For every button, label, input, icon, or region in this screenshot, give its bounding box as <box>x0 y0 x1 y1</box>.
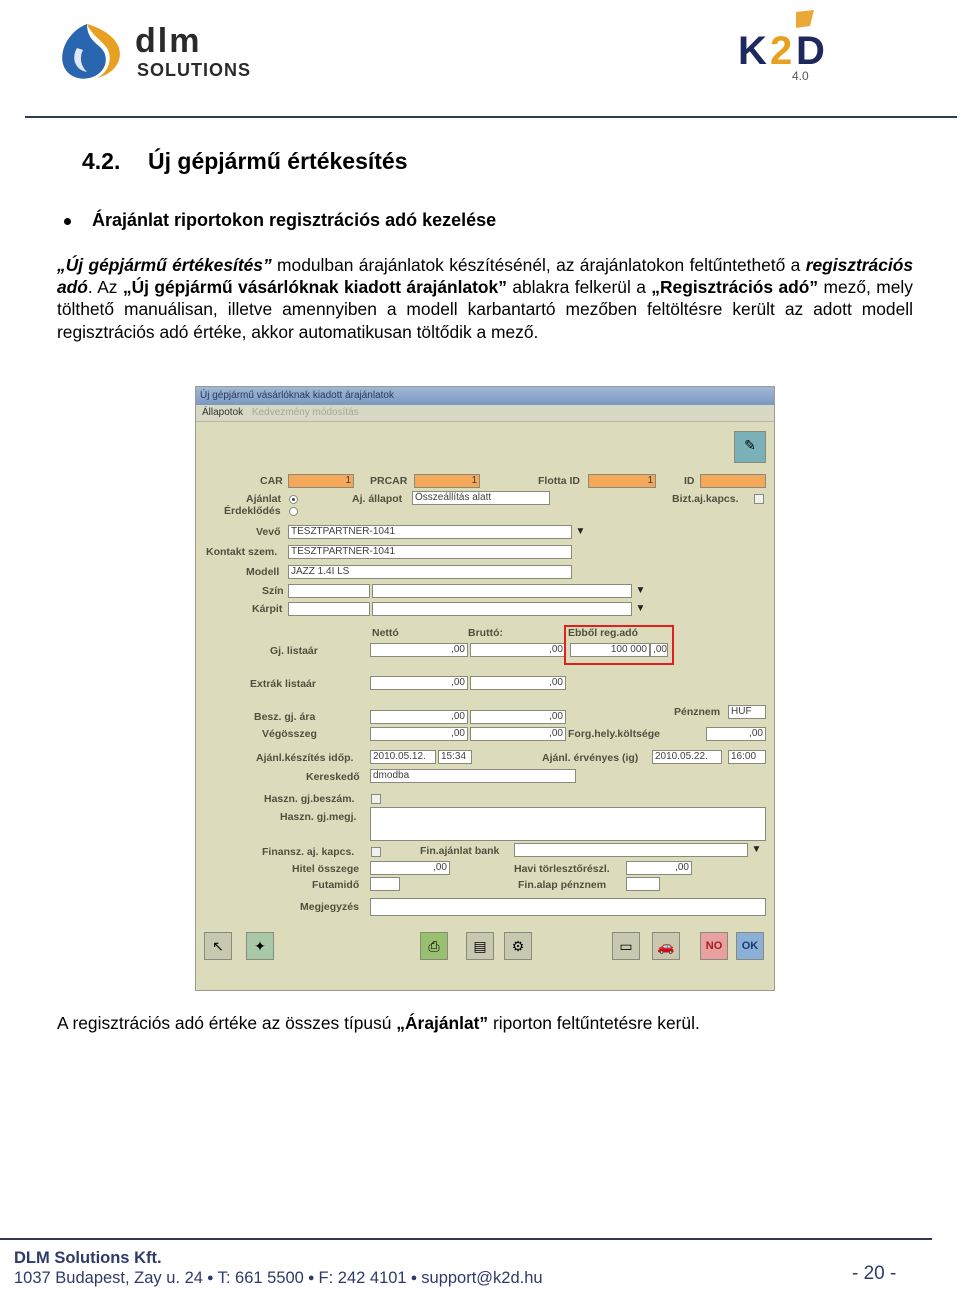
header-divider <box>25 116 957 118</box>
szin-code-field[interactable] <box>288 584 370 598</box>
label-modell: Modell <box>246 566 280 578</box>
label-netto: Nettó <box>372 627 399 639</box>
haszn-gj-megj-field[interactable] <box>370 807 766 841</box>
svg-text:D: D <box>796 29 825 73</box>
label-kontakt: Kontakt szem. <box>206 546 278 558</box>
penznem-field[interactable]: HUF <box>728 705 766 719</box>
footer-contact: 1037 Budapest, Zay u. 24 ● T: 661 5500 ● F: 242 4101 ● support@k2d.hu <box>14 1269 543 1287</box>
fin-alap-penznem-field[interactable] <box>626 877 660 891</box>
menu-allapotok[interactable]: Állapotok <box>202 407 244 418</box>
edit-icon[interactable]: ✎ <box>734 431 766 463</box>
section-number: 4.2. <box>82 148 121 174</box>
label-ajanlat: Ajánlat <box>246 493 282 505</box>
label-extrak-listaar: Extrák listaár <box>250 678 316 690</box>
label-ebbol-reg-ado: Ebből reg.adó <box>568 627 639 639</box>
modell-field[interactable]: JAZZ 1.4I LS <box>288 565 572 579</box>
ervenyes-date-field[interactable]: 2010.05.22. <box>652 750 722 764</box>
window-titlebar: Új gépjármű vásárlóknak kiadott árajánlatok <box>196 387 774 405</box>
dlm-solutions-logo <box>57 18 297 84</box>
bullet-dot <box>64 218 71 225</box>
svg-text:dlm: dlm <box>135 22 202 60</box>
footer-company: DLM Solutions Kft. <box>14 1249 162 1267</box>
keresked-field[interactable]: dmodba <box>370 769 576 783</box>
label-erdeklodes: Érdeklődés <box>224 505 281 517</box>
printer-icon[interactable]: ⎙ <box>420 932 448 960</box>
erdeklodes-radio[interactable] <box>289 507 298 516</box>
gj-netto-field[interactable]: ,00 <box>370 643 468 657</box>
label-havi-torleszto: Havi törlesztőrészl. <box>514 863 610 875</box>
para-module-name: „Új gépjármű értékesítés” <box>57 255 272 275</box>
para-text-3: ablakra felkerül a <box>506 277 652 298</box>
flotta-id-field[interactable]: 1 <box>588 474 656 488</box>
app-screenshot <box>195 386 775 991</box>
kontakt-field[interactable]: TESZTPARTNER-1041 <box>288 545 572 559</box>
label-penznem: Pénznem <box>674 706 721 718</box>
body-paragraph <box>57 254 913 343</box>
section-heading <box>82 148 408 175</box>
label-haszn-gj-beszam: Haszn. gj.beszám. <box>264 793 355 805</box>
caption-text <box>57 1013 700 1034</box>
svg-text:4.0: 4.0 <box>792 69 809 82</box>
szin-field[interactable] <box>372 584 632 598</box>
label-prcar: PRCAR <box>370 475 408 487</box>
karpit-code-field[interactable] <box>288 602 370 616</box>
caption-report-name: „Árajánlat” <box>396 1013 489 1033</box>
finansz-checkbox[interactable] <box>371 847 381 857</box>
reg-ado-field[interactable]: 100 000 <box>570 643 650 657</box>
szin-dropdown-icon[interactable]: ▼ <box>635 585 646 596</box>
label-megjegyzes: Megjegyzés <box>300 901 359 913</box>
haszn-gj-beszam-checkbox[interactable] <box>371 794 381 804</box>
no-button[interactable]: NO <box>700 932 728 960</box>
document-icon[interactable]: ▤ <box>466 932 494 960</box>
vevo-field[interactable]: TESZTPARTNER-1041 <box>288 525 572 539</box>
k2d-logo <box>736 8 864 82</box>
para-window-name: „Új gépjármű vásárlóknak kiadott árajánlatok” <box>122 277 507 298</box>
label-brutto: Bruttó: <box>468 627 503 639</box>
extra-netto-field[interactable]: ,00 <box>370 676 468 690</box>
label-aj-allapot: Aj. állapot <box>352 493 403 505</box>
wand-icon[interactable]: ✦ <box>246 932 274 960</box>
footer-email[interactable]: support@k2d.hu <box>421 1269 543 1287</box>
para-text-2: . Az <box>87 277 123 298</box>
label-futamido: Futamidő <box>312 879 360 891</box>
label-bizt-aj-kapcs: Bizt.aj.kapcs. <box>672 493 739 505</box>
form-icon[interactable]: ▭ <box>612 932 640 960</box>
label-haszn-gj-megj: Haszn. gj.megj. <box>280 811 357 823</box>
highlight-box <box>564 625 674 665</box>
reg-ado-decimal-field[interactable]: ,00 <box>650 643 668 657</box>
label-szin: Szín <box>262 585 284 597</box>
label-karpit: Kárpit <box>252 603 283 615</box>
footer-divider <box>0 1238 932 1240</box>
veg-brutto-field[interactable]: ,00 <box>470 727 566 741</box>
fin-ajanlat-bank-field[interactable] <box>514 843 748 857</box>
para-field-name: „Regisztrációs adó” <box>651 277 819 298</box>
hitel-field[interactable]: ,00 <box>370 861 450 875</box>
label-finansz: Finansz. aj. kapcs. <box>262 846 355 858</box>
label-besz-gj-ara: Besz. gj. ára <box>254 711 316 723</box>
keszites-date-field[interactable]: 2010.05.12. <box>370 750 436 764</box>
megjegyzes-field[interactable] <box>370 898 766 916</box>
page-number: - 20 - <box>852 1263 897 1284</box>
label-car: CAR <box>260 475 283 487</box>
footer-tel: T: 661 5500 <box>217 1269 304 1287</box>
footer-address: 1037 Budapest, Zay u. 24 <box>14 1269 203 1287</box>
car-icon[interactable]: 🚗 <box>652 932 680 960</box>
section-title: Új gépjármű értékesítés <box>148 148 408 174</box>
id-field[interactable] <box>700 474 766 488</box>
vevo-dropdown-icon[interactable]: ▼ <box>575 526 586 537</box>
svg-text:K: K <box>738 29 767 73</box>
veg-netto-field[interactable]: ,00 <box>370 727 468 741</box>
label-ajanl-keszites: Ajánl.készítés időp. <box>256 752 354 764</box>
label-fin-alap-penznem: Fin.alap pénznem <box>518 879 607 891</box>
label-id: ID <box>684 475 695 487</box>
svg-text:SOLUTIONS: SOLUTIONS <box>137 60 252 80</box>
menu-kedvezmeny[interactable]: Kedvezmény módosítás <box>251 407 359 418</box>
caption-part-2: riporton feltűntetésre kerül. <box>488 1013 700 1033</box>
para-reg-ado: regisztrációs adó <box>57 255 914 298</box>
karpit-field[interactable] <box>372 602 632 616</box>
para-text-4: mező, mely tölthető manuálisan, illetve amennyiben a modell karbantartó mezőben feltöltésre került az adott modell regisztrációs adó értéke, akkor automatikusan töltődik a mező. <box>57 277 913 342</box>
para-text-1: modulban árajánlatok készítésénél, az árajánlatokon feltűntethető a <box>271 255 806 275</box>
ok-button[interactable]: OK <box>736 932 764 960</box>
bizt-aj-kapcs-checkbox[interactable] <box>754 494 764 504</box>
pointer-icon[interactable]: ↖ <box>204 932 232 960</box>
tools-icon[interactable]: ⚙ <box>504 932 532 960</box>
footer-fax: F: 242 4101 <box>318 1269 407 1287</box>
ervenyes-time-field[interactable]: 16:00 <box>728 750 766 764</box>
label-gj-listaar: Gj. listaár <box>270 645 318 657</box>
car-field[interactable]: 1 <box>288 474 354 488</box>
extra-brutto-field[interactable]: ,00 <box>470 676 566 690</box>
ajanlat-radio[interactable] <box>289 495 298 504</box>
aj-allapot-field[interactable]: Összeállítás alatt <box>412 491 550 505</box>
besz-netto-field[interactable]: ,00 <box>370 710 468 724</box>
window-menubar <box>196 405 774 422</box>
bullet-text: Árajánlat riportokon regisztrációs adó kezelése <box>92 210 497 230</box>
karpit-dropdown-icon[interactable]: ▼ <box>635 603 646 614</box>
label-ajanl-ervenyes: Ajánl. érvényes (ig) <box>542 752 639 764</box>
prcar-field[interactable]: 1 <box>414 474 480 488</box>
label-hitel-osszege: Hitel összege <box>292 863 360 875</box>
caption-part-1: A regisztrációs adó értéke az összes típusú <box>57 1013 397 1033</box>
label-vegosszeg: Végösszeg <box>262 728 317 740</box>
futamido-field[interactable] <box>370 877 400 891</box>
svg-text:2: 2 <box>770 29 793 73</box>
label-fin-ajanlat-bank: Fin.ajánlat bank <box>420 845 500 857</box>
label-forg-hely: Forg.hely.költsége <box>568 728 660 740</box>
besz-brutto-field[interactable]: ,00 <box>470 710 566 724</box>
label-flotta-id: Flotta ID <box>538 475 580 487</box>
keszites-time-field[interactable]: 15:34 <box>438 750 472 764</box>
label-keresked: Kereskedő <box>306 771 360 783</box>
havi-field[interactable]: ,00 <box>626 861 692 875</box>
fin-bank-dropdown-icon[interactable]: ▼ <box>751 844 762 855</box>
gj-brutto-field[interactable]: ,00 <box>470 643 566 657</box>
label-vevo: Vevő <box>256 526 281 538</box>
forg-hely-field[interactable]: ,00 <box>706 727 766 741</box>
